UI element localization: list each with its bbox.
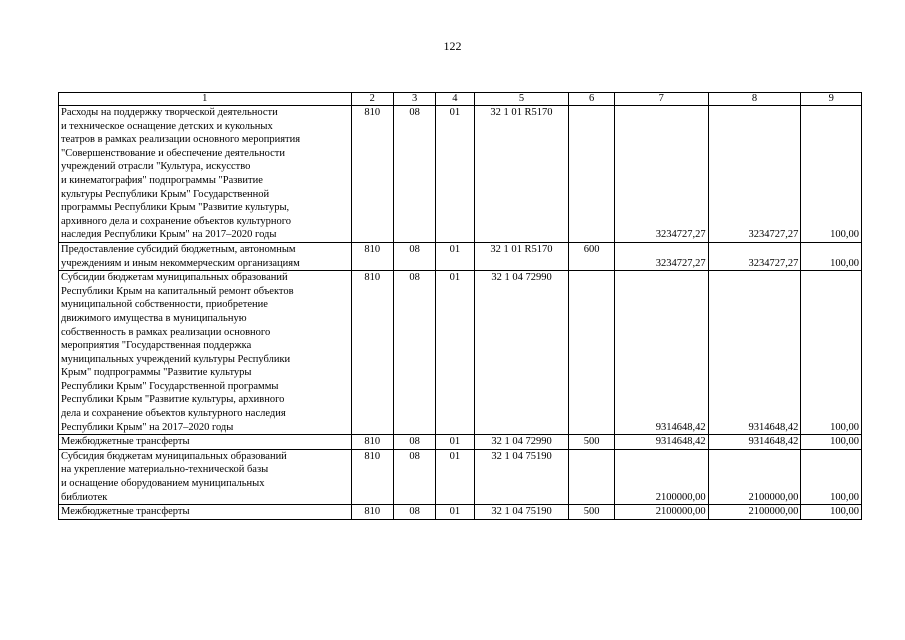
section-code: 08 xyxy=(393,505,435,520)
expense-type-code: 500 xyxy=(569,435,614,450)
description-line: Республики Крым" Государственной программы xyxy=(61,380,279,392)
row-description xyxy=(59,435,352,450)
column-header-3: 3 xyxy=(393,93,435,106)
ministry-code: 810 xyxy=(351,435,393,450)
executed-amount: 2100000,00 xyxy=(708,449,801,504)
budget-table xyxy=(58,92,862,520)
executed-amount: 2100000,00 xyxy=(708,505,801,520)
planned-amount: 2100000,00 xyxy=(614,449,708,504)
target-article-code: 32 1 01 R5170 xyxy=(474,242,569,270)
row-description xyxy=(59,106,352,243)
target-article-code: 32 1 04 72990 xyxy=(474,435,569,450)
description-line: Республики Крым" на 2017–2020 годы xyxy=(61,421,234,433)
column-header-5: 5 xyxy=(474,93,569,106)
expense-type-code: 600 xyxy=(569,242,614,270)
column-header-4: 4 xyxy=(436,93,474,106)
section-code: 08 xyxy=(393,449,435,504)
expense-type-code xyxy=(569,449,614,504)
target-article-code: 32 1 04 72990 xyxy=(474,271,569,435)
planned-amount: 9314648,42 xyxy=(614,271,708,435)
subsection-code: 01 xyxy=(436,106,474,243)
executed-amount: 9314648,42 xyxy=(708,435,801,450)
column-header-7: 7 xyxy=(614,93,708,106)
description-line: программы Республики Крым "Развитие культуры, xyxy=(61,202,290,214)
table-row xyxy=(59,242,862,270)
description-line: Предоставление субсидий бюджетным, автономным xyxy=(61,243,296,255)
description-line: мероприятия "Государственная поддержка xyxy=(61,340,252,352)
planned-amount: 3234727,27 xyxy=(614,106,708,243)
description-line: учреждениям и иным некоммерческим организациям xyxy=(61,257,300,269)
target-article-code: 32 1 01 R5170 xyxy=(474,106,569,243)
description-line: Субсидии бюджетам муниципальных образований xyxy=(61,272,288,284)
execution-percent: 100,00 xyxy=(801,106,862,243)
table-row xyxy=(59,505,862,520)
execution-percent: 100,00 xyxy=(801,242,862,270)
ministry-code: 810 xyxy=(351,242,393,270)
description-line: движимого имущества в муниципальную xyxy=(61,312,247,324)
description-line: и техническое оснащение детских и кукольных xyxy=(61,120,273,132)
description-line: Крым" подпрограммы "Развитие культуры xyxy=(61,367,252,379)
description-line: Республики Крым "Развитие культуры, архивного xyxy=(61,394,285,406)
description-line: муниципальных учреждений культуры Республики xyxy=(61,353,291,365)
table-row xyxy=(59,449,862,504)
description-line: Субсидия бюджетам муниципальных образований xyxy=(61,450,287,462)
row-description xyxy=(59,271,352,435)
planned-amount: 3234727,27 xyxy=(614,242,708,270)
description-line: Межбюджетные трансферты xyxy=(61,506,190,518)
column-header-8: 8 xyxy=(708,93,801,106)
row-description xyxy=(59,242,352,270)
subsection-code: 01 xyxy=(436,435,474,450)
description-line: Межбюджетные трансферты xyxy=(61,436,190,448)
ministry-code: 810 xyxy=(351,106,393,243)
description-line: собственность в рамках реализации основного xyxy=(61,326,271,338)
executed-amount: 3234727,27 xyxy=(708,242,801,270)
expense-type-code xyxy=(569,271,614,435)
description-line: и кинематография" подпрограммы "Развитие xyxy=(61,174,263,186)
target-article-code: 32 1 04 75190 xyxy=(474,449,569,504)
description-line: и оснащение оборудованием муниципальных xyxy=(61,478,265,490)
section-code: 08 xyxy=(393,271,435,435)
subsection-code: 01 xyxy=(436,505,474,520)
execution-percent: 100,00 xyxy=(801,505,862,520)
expense-type-code xyxy=(569,106,614,243)
description-line: дела и сохранение объектов культурного наследия xyxy=(61,408,286,420)
executed-amount: 9314648,42 xyxy=(708,271,801,435)
description-line: библиотек xyxy=(61,491,108,503)
section-code: 08 xyxy=(393,106,435,243)
description-line: Расходы на поддержку творческой деятельности xyxy=(61,107,278,118)
table-row xyxy=(59,106,862,243)
description-line: "Совершенствование и обеспечение деятельности xyxy=(61,147,285,159)
execution-percent: 100,00 xyxy=(801,449,862,504)
subsection-code: 01 xyxy=(436,242,474,270)
table-row xyxy=(59,271,862,435)
column-header-2: 2 xyxy=(351,93,393,106)
ministry-code: 810 xyxy=(351,505,393,520)
subsection-code: 01 xyxy=(436,449,474,504)
table-row xyxy=(59,435,862,450)
column-header-1: 1 xyxy=(59,93,352,106)
planned-amount: 2100000,00 xyxy=(614,505,708,520)
description-line: на укрепление материально-технической базы xyxy=(61,464,269,476)
row-description xyxy=(59,449,352,504)
ministry-code: 810 xyxy=(351,271,393,435)
description-line: муниципальной собственности, приобретение xyxy=(61,299,268,311)
ministry-code: 810 xyxy=(351,449,393,504)
description-line: наследия Республики Крым" на 2017–2020 годы xyxy=(61,229,277,241)
execution-percent: 100,00 xyxy=(801,435,862,450)
subsection-code: 01 xyxy=(436,271,474,435)
target-article-code: 32 1 04 75190 xyxy=(474,505,569,520)
page-number: 122 xyxy=(443,39,462,53)
execution-percent: 100,00 xyxy=(801,271,862,435)
description-line: культуры Республики Крым" Государственной xyxy=(61,188,270,200)
planned-amount: 9314648,42 xyxy=(614,435,708,450)
description-line: учреждений отрасли "Культура, искусство xyxy=(61,161,251,173)
row-description xyxy=(59,505,352,520)
section-code: 08 xyxy=(393,435,435,450)
expense-type-code: 500 xyxy=(569,505,614,520)
header-row xyxy=(59,93,862,106)
description-line: театров в рамках реализации основного мероприятия xyxy=(61,134,301,146)
column-header-9: 9 xyxy=(801,93,862,106)
section-code: 08 xyxy=(393,242,435,270)
column-header-6: 6 xyxy=(569,93,614,106)
description-line: Республики Крым на капитальный ремонт объектов xyxy=(61,285,294,297)
executed-amount: 3234727,27 xyxy=(708,106,801,243)
description-line: архивного дела и сохранение объектов культурного xyxy=(61,215,292,227)
